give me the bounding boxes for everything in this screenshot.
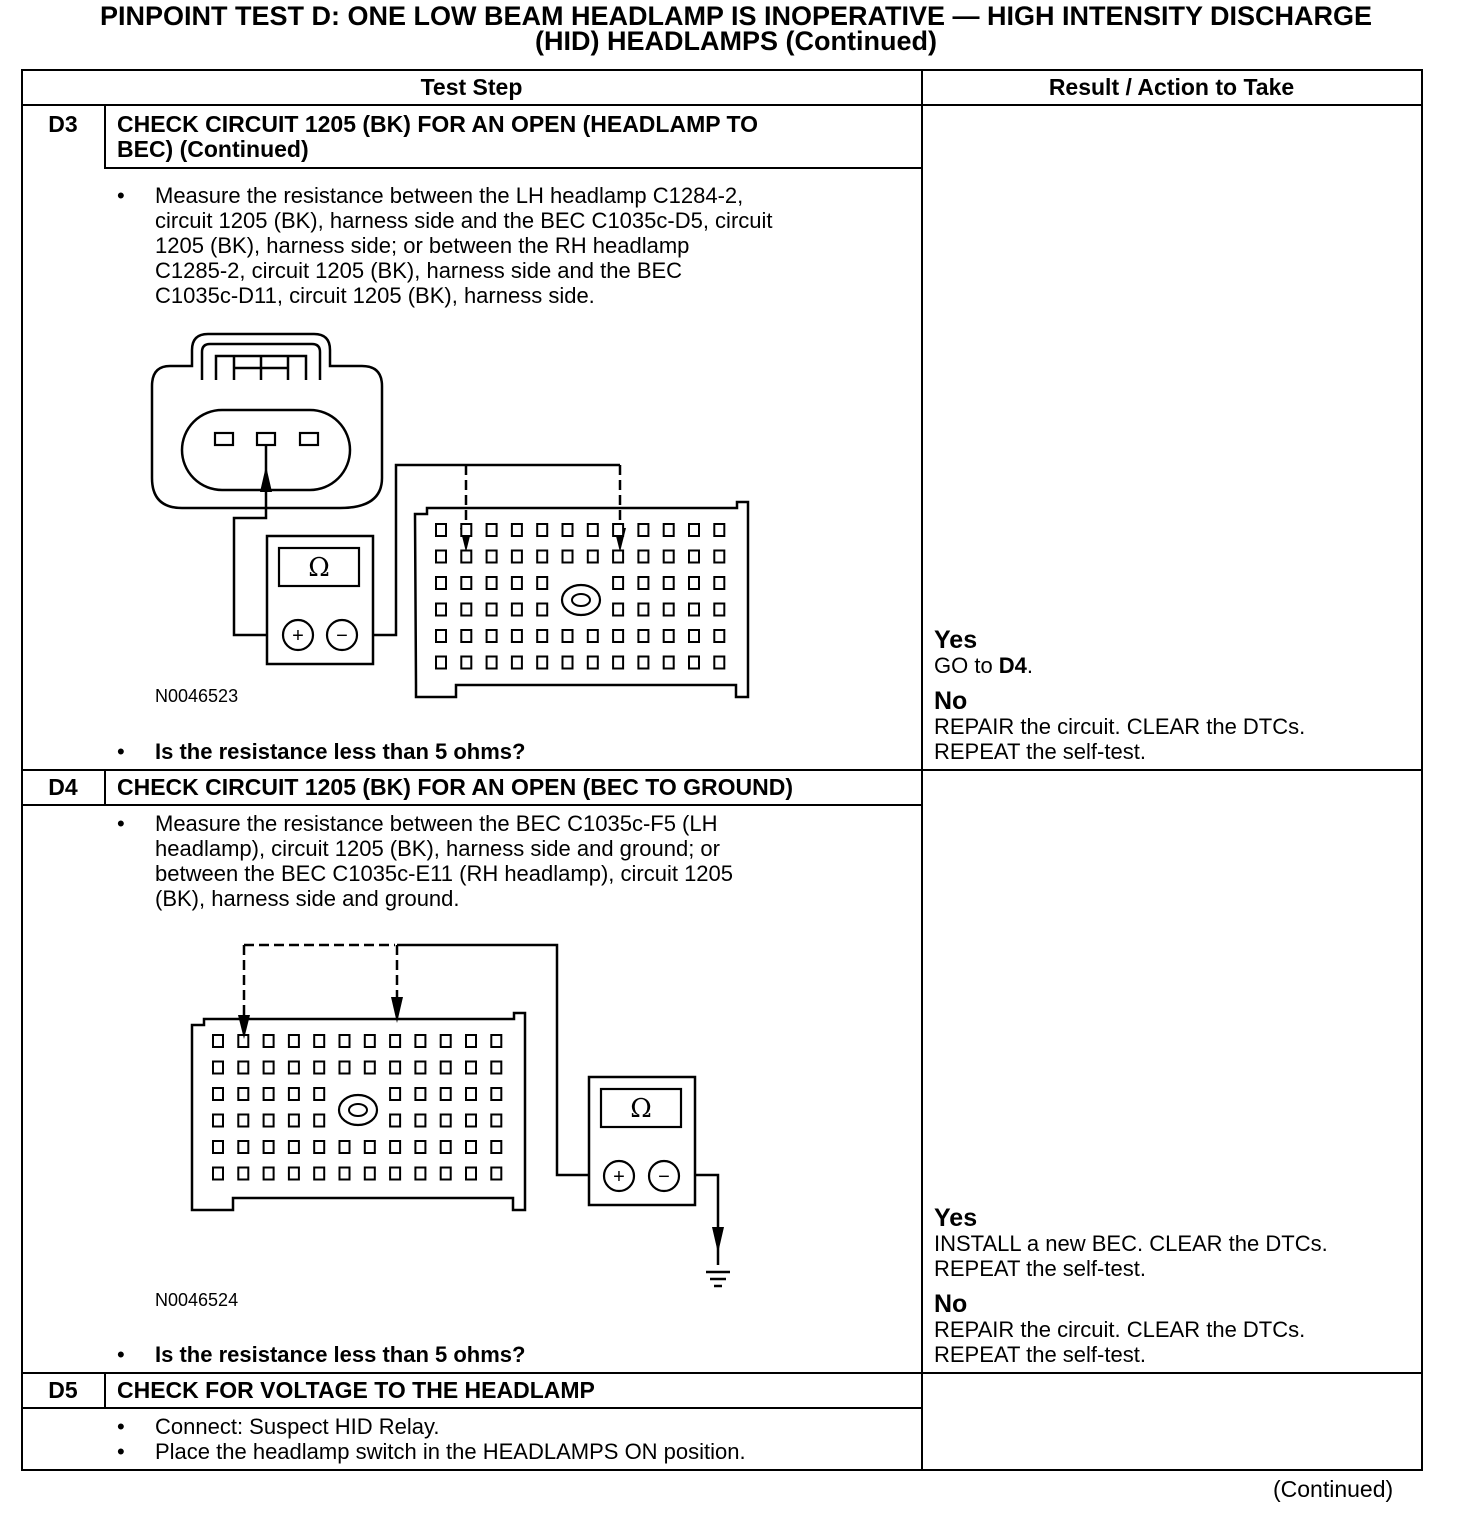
d5-heading-divider: [21, 1407, 922, 1409]
connector-pin: [441, 1141, 451, 1153]
page-title: [0, 1, 1472, 56]
connector-pin: [613, 630, 623, 642]
connector-pin: [390, 1062, 400, 1074]
d3-body-line1: Measure the resistance between the LH headlamp C1284-2,: [155, 183, 744, 208]
connector-pin: [689, 630, 699, 642]
connector-pin: [436, 630, 446, 642]
headlamp-pin-1: [215, 433, 233, 445]
continued-label: (Continued): [1273, 1476, 1394, 1502]
connector-pin: [638, 524, 648, 536]
connector-pin: [588, 630, 598, 642]
connector-pin: [512, 524, 522, 536]
connector-pin: [238, 1035, 248, 1047]
d3-no-action-line1: REPAIR the circuit. CLEAR the DTCs.: [934, 714, 1306, 739]
d4-row-divider: [21, 769, 1423, 771]
bullet-icon: •: [117, 811, 125, 836]
connector-pin: [436, 657, 446, 669]
connector-pin: [238, 1062, 248, 1074]
connector-pin: [487, 524, 497, 536]
connector-pin: [466, 1062, 476, 1074]
d5-id-divider: [104, 1372, 106, 1408]
step-heading-d3-line2: BEC) (Continued): [117, 136, 309, 162]
probe-tip-icon: [712, 1227, 724, 1253]
connector-pin: [638, 604, 648, 616]
connector-pin: [436, 551, 446, 563]
connector-pin: [461, 524, 471, 536]
connector-pin: [491, 1141, 501, 1153]
connector-pin: [461, 657, 471, 669]
headlamp-pin-2: [257, 433, 275, 445]
connector-pin: [491, 1115, 501, 1127]
bullet-icon: •: [117, 1439, 125, 1464]
connector-pin: [537, 551, 547, 563]
connector-pin: [441, 1088, 451, 1100]
bec-locator-inner: [349, 1104, 367, 1116]
connector-pin: [512, 630, 522, 642]
connector-pin: [264, 1062, 274, 1074]
connector-pin: [491, 1035, 501, 1047]
connector-pin: [213, 1088, 223, 1100]
headlamp-pin-3: [300, 433, 318, 445]
plus-sign: +: [292, 625, 304, 647]
connector-pin: [289, 1035, 299, 1047]
connector-pin: [289, 1141, 299, 1153]
connector-pin: [264, 1168, 274, 1180]
connector-pin: [213, 1168, 223, 1180]
goto-step-link: D4: [998, 653, 1027, 678]
d5-bullet-2: Place the headlamp switch in the HEADLAMPS ON position.: [155, 1439, 746, 1464]
step-heading-d3-line1: CHECK CIRCUIT 1205 (BK) FOR AN OPEN (HEADLAMP TO: [117, 111, 759, 137]
connector-pin: [314, 1115, 324, 1127]
connector-pin: [314, 1062, 324, 1074]
connector-pin: [436, 524, 446, 536]
minus-sign: −: [336, 625, 348, 647]
connector-pin: [390, 1035, 400, 1047]
connector-pin: [461, 630, 471, 642]
connector-pin: [689, 604, 699, 616]
connector-pin: [512, 551, 522, 563]
connector-pin: [491, 1062, 501, 1074]
connector-pin: [638, 551, 648, 563]
d4-wiring-diagram: [180, 935, 760, 1295]
d4-heading-divider: [21, 804, 922, 806]
connector-pin: [613, 604, 623, 616]
connector-pin: [415, 1062, 425, 1074]
d3-no-action-line2: REPEAT the self-test.: [934, 739, 1146, 764]
connector-pin: [487, 657, 497, 669]
d4-yes-action-line1: INSTALL a new BEC. CLEAR the DTCs.: [934, 1231, 1328, 1256]
header-row-divider: [21, 104, 1423, 106]
connector-pin: [664, 577, 674, 589]
connector-pin: [340, 1062, 350, 1074]
connector-pin: [563, 630, 573, 642]
connector-pin: [664, 657, 674, 669]
bec-connector: [415, 502, 748, 697]
connector-pin: [537, 657, 547, 669]
connector-pin: [213, 1115, 223, 1127]
connector-pin: [664, 551, 674, 563]
d3-body-line5: C1035c-D11, circuit 1205 (BK), harness side.: [155, 283, 595, 308]
connector-pin: [689, 657, 699, 669]
step-heading-d5: CHECK FOR VOLTAGE TO THE HEADLAMP: [117, 1377, 595, 1403]
connector-pin: [714, 657, 724, 669]
d4-no-action-line2: REPEAT the self-test.: [934, 1342, 1146, 1367]
page-title-line1: PINPOINT TEST D: ONE LOW BEAM HEADLAMP IS INOPERATIVE — HIGH INTENSITY DISCHARGE: [99, 1, 1373, 31]
connector-pin: [289, 1168, 299, 1180]
connector-pin: [390, 1115, 400, 1127]
connector-pin: [461, 551, 471, 563]
probe-dashed-leads: [466, 465, 620, 520]
connector-pin: [314, 1168, 324, 1180]
step-id-d5: D5: [48, 1377, 78, 1403]
d4-id-divider: [104, 769, 106, 805]
d3-wiring-diagram: [140, 330, 760, 710]
bullet-icon: •: [117, 1342, 125, 1367]
d4-no-action-line1: REPAIR the circuit. CLEAR the DTCs.: [934, 1317, 1306, 1342]
connector-pin: [689, 524, 699, 536]
connector-pin: [537, 577, 547, 589]
connector-pin: [714, 604, 724, 616]
connector-pin: [441, 1062, 451, 1074]
d5-bullet-1: Connect: Suspect HID Relay.: [155, 1414, 440, 1439]
connector-pin: [638, 577, 648, 589]
connector-pin: [314, 1088, 324, 1100]
connector-pin: [461, 604, 471, 616]
connector-pin: [365, 1035, 375, 1047]
connector-pin: [664, 630, 674, 642]
d4-body-line1: Measure the resistance between the BEC C1035c-F5 (LH: [155, 811, 718, 836]
connector-pin: [537, 630, 547, 642]
connector-pin: [340, 1035, 350, 1047]
figure-id-d3: N0046523: [155, 686, 239, 706]
connector-pin: [537, 524, 547, 536]
connector-pin: [314, 1035, 324, 1047]
figure-id-d4: N0046524: [155, 1290, 239, 1310]
connector-pin: [491, 1168, 501, 1180]
connector-pin: [466, 1115, 476, 1127]
connector-pin: [238, 1115, 248, 1127]
connector-pin: [264, 1035, 274, 1047]
connector-pin: [487, 551, 497, 563]
d3-no-label: No: [934, 687, 968, 715]
step-heading-d4: CHECK CIRCUIT 1205 (BK) FOR AN OPEN (BEC TO GROUND): [117, 774, 793, 800]
connector-pin: [415, 1035, 425, 1047]
d3-id-divider: [104, 104, 106, 168]
bullet-icon: •: [117, 1414, 125, 1439]
connector-pin: [289, 1115, 299, 1127]
connector-pin: [563, 524, 573, 536]
d4-no-label: No: [934, 1290, 968, 1318]
bec-connector: [192, 1013, 525, 1210]
connector-pin: [689, 577, 699, 589]
d3-body-line2: circuit 1205 (BK), harness side and the BEC C1035c-D5, circuit: [155, 208, 773, 233]
connector-pin: [588, 524, 598, 536]
probe-tip-icon: [260, 466, 272, 492]
d4-yes-action-line2: REPEAT the self-test.: [934, 1256, 1146, 1281]
connector-pin: [613, 577, 623, 589]
connector-pin: [238, 1088, 248, 1100]
connector-pin: [415, 1141, 425, 1153]
connector-pin: [466, 1168, 476, 1180]
connector-pin: [365, 1062, 375, 1074]
ohmmeter: [267, 536, 373, 664]
connector-pin: [689, 551, 699, 563]
connector-pin: [512, 604, 522, 616]
connector-pin: [289, 1062, 299, 1074]
probe-dashed-leads: [244, 945, 397, 1027]
plus-sign: +: [613, 1166, 625, 1188]
connector-pin: [613, 524, 623, 536]
connector-pin: [487, 604, 497, 616]
table-top-border: [21, 69, 1423, 71]
d3-yes-label: Yes: [934, 626, 978, 654]
connector-pin: [340, 1141, 350, 1153]
connector-pin: [466, 1141, 476, 1153]
d3-question: Is the resistance less than 5 ohms?: [155, 739, 526, 764]
connector-pin: [415, 1115, 425, 1127]
connector-pin: [436, 604, 446, 616]
d3-body-line3: 1205 (BK), harness side; or between the RH headlamp: [155, 233, 690, 258]
connector-pin: [213, 1035, 223, 1047]
connector-pin: [714, 577, 724, 589]
connector-pin: [638, 630, 648, 642]
d4-body-line4: (BK), harness side and ground.: [155, 886, 460, 911]
connector-pin: [289, 1088, 299, 1100]
ohm-symbol: Ω: [308, 553, 330, 583]
step-id-d4: D4: [48, 774, 78, 800]
minus-sign: −: [658, 1166, 670, 1188]
connector-pin: [441, 1035, 451, 1047]
connector-pin: [264, 1115, 274, 1127]
bullet-icon: •: [117, 739, 125, 764]
connector-pin: [340, 1168, 350, 1180]
connector-pin: [390, 1088, 400, 1100]
connector-pin: [390, 1168, 400, 1180]
d4-yes-label: Yes: [934, 1204, 978, 1232]
connector-pin: [264, 1088, 274, 1100]
d3-heading-divider: [104, 167, 922, 169]
connector-pin: [441, 1168, 451, 1180]
connector-pin: [563, 657, 573, 669]
connector-pin: [441, 1115, 451, 1127]
connector-pin: [487, 577, 497, 589]
connector-pin: [487, 630, 497, 642]
bec-locator-inner: [572, 594, 590, 606]
connector-pin: [588, 657, 598, 669]
connector-pin: [512, 577, 522, 589]
d4-body-line2: headlamp), circuit 1205 (BK), harness side and ground; or: [155, 836, 720, 861]
step-id-d3: D3: [48, 111, 78, 137]
ohm-symbol: Ω: [630, 1094, 652, 1124]
page-title-line2: (HID) HEADLAMPS (Continued): [535, 26, 937, 56]
d3-yes-action: GO to D4.: [934, 653, 1034, 678]
connector-pin: [613, 657, 623, 669]
d4-body-line3: between the BEC C1035c-E11 (RH headlamp), circuit 1205: [155, 861, 734, 886]
connector-pin: [213, 1062, 223, 1074]
connector-pin: [613, 551, 623, 563]
connector-pin: [714, 524, 724, 536]
connector-pin: [714, 551, 724, 563]
connector-pin: [213, 1141, 223, 1153]
connector-pin: [415, 1168, 425, 1180]
table-bottom-border: [21, 1469, 1423, 1471]
connector-pin: [714, 630, 724, 642]
ohmmeter: [589, 1077, 695, 1205]
connector-pin: [638, 657, 648, 669]
d4-question: Is the resistance less than 5 ohms?: [155, 1342, 526, 1367]
d3-body-line4: C1285-2, circuit 1205 (BK), harness side and the BEC: [155, 258, 683, 283]
connector-pin: [537, 604, 547, 616]
connector-pin: [563, 551, 573, 563]
connector-pin: [466, 1088, 476, 1100]
connector-pin: [238, 1141, 248, 1153]
connector-pin: [466, 1035, 476, 1047]
connector-pin: [512, 657, 522, 669]
connector-pin: [664, 524, 674, 536]
connector-pin: [314, 1141, 324, 1153]
connector-pin: [664, 604, 674, 616]
column-header-test-step: Test Step: [420, 74, 523, 100]
connector-pin: [588, 551, 598, 563]
connector-pin: [491, 1088, 501, 1100]
connector-pin: [461, 577, 471, 589]
connector-pin: [365, 1141, 375, 1153]
connector-pin: [415, 1088, 425, 1100]
d5-row-divider: [21, 1372, 1423, 1374]
connector-pin: [365, 1168, 375, 1180]
bullet-icon: •: [117, 183, 125, 208]
connector-pin: [238, 1168, 248, 1180]
connector-pin: [390, 1141, 400, 1153]
ground-icon: [706, 1272, 730, 1286]
connector-pin: [264, 1141, 274, 1153]
column-header-result: Result / Action to Take: [1048, 74, 1295, 100]
connector-pin: [436, 577, 446, 589]
